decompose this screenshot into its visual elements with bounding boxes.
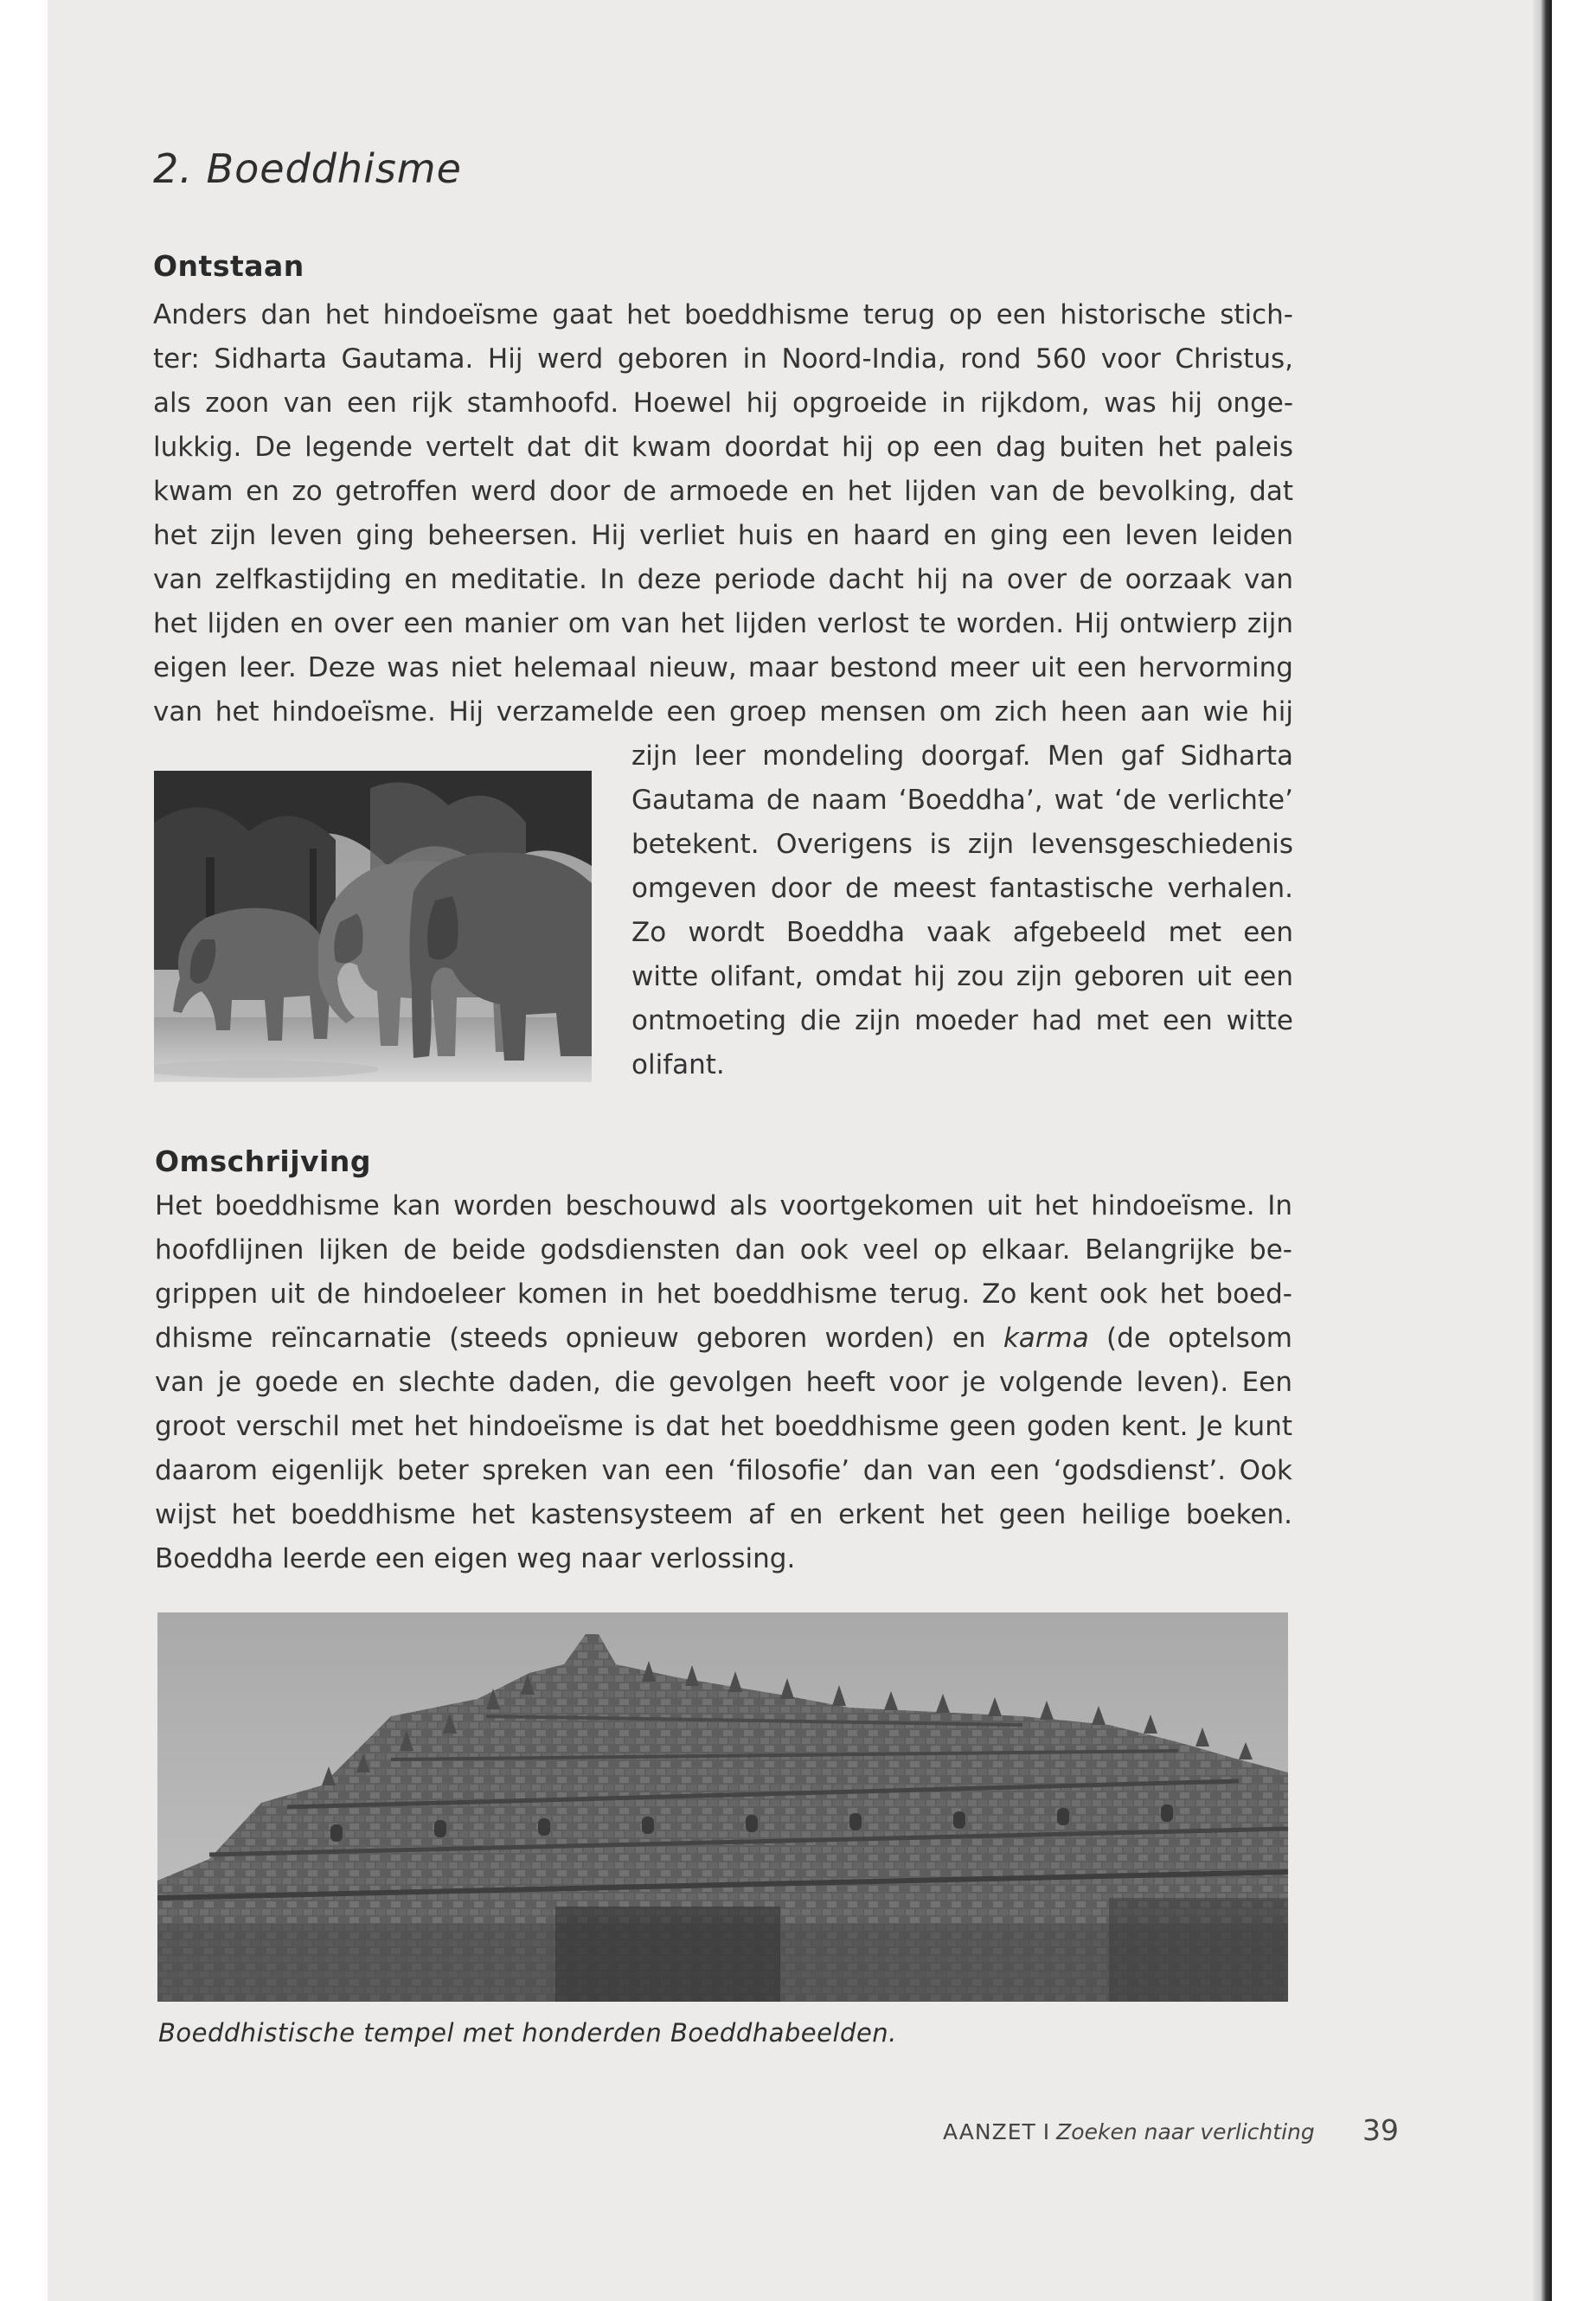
text-line: lukkig. De legende vertelt dat dit kwam doordat hij op een dag buiten het paleis bbox=[153, 432, 1293, 463]
text-line: het lijden en over een manier om van het lijden verlost te worden. Hij ontwierp zijn bbox=[153, 608, 1293, 639]
text-line: daarom eigenlijk beter spreken van een ‘filosofie’ dan van een ‘godsdienst’. Ook bbox=[155, 1455, 1292, 1486]
text-line: grippen uit de hindoeleer komen in het boeddhisme terug. Zo kent ook het boed- bbox=[155, 1279, 1292, 1310]
text-line: ter: Sidharta Gautama. Hij werd geboren in Noord-India, rond 560 voor Christus, bbox=[153, 343, 1293, 375]
text-line: hoofdlijnen lijken de beide godsdiensten dan ook veel op elkaar. Belangrijke be- bbox=[155, 1234, 1292, 1266]
temple-caption: Boeddhistische tempel met honderden Boeddhabeelden. bbox=[158, 2018, 897, 2048]
text-line: ontmoeting die zijn moeder had met een witte bbox=[631, 1005, 1293, 1036]
temple-photo bbox=[157, 1612, 1288, 2002]
text-line: betekent. Overigens is zijn levensgeschiedenis bbox=[631, 829, 1293, 860]
text-run: (de optelsom bbox=[1088, 1323, 1292, 1354]
text-line: wijst het boeddhisme het kastensysteem af en erkent het geen heilige boeken. bbox=[155, 1499, 1292, 1530]
text-line: groot verschil met het hindoeïsme is dat het boeddhisme geen goden kent. Je kunt bbox=[155, 1411, 1292, 1442]
book-title: Zoeken naar verlichting bbox=[1056, 2119, 1315, 2144]
text-line bbox=[155, 1317, 1292, 1361]
text-line: kwam en zo getroffen werd door de armoede en het lijden van de bevolking, dat bbox=[153, 476, 1293, 507]
temple-illustration bbox=[157, 1612, 1288, 2002]
series-name: AANZET bbox=[943, 2119, 1036, 2144]
text-line: Het boeddhisme kan worden beschouwd als voortgekomen uit het hindoeïsme. In bbox=[155, 1190, 1292, 1221]
text-line: zijn leer mondeling doorgaf. Men gaf Sidharta bbox=[631, 740, 1293, 772]
text-line: het zijn leven ging beheersen. Hij verliet huis en haard en ging een leven leiden bbox=[153, 520, 1293, 551]
text-line: eigen leer. Deze was niet helemaal nieuw, maar bestond meer uit een hervorming bbox=[153, 652, 1293, 683]
running-footer bbox=[943, 2119, 1401, 2154]
text-line: van het hindoeïsme. Hij verzamelde een groep mensen om zich heen aan wie hij bbox=[153, 696, 1293, 727]
ontstaan-wrapped-paragraph bbox=[631, 734, 1293, 1087]
section-heading-omschrijving: Omschrijving bbox=[155, 1144, 371, 1178]
text-line: Gautama de naam ‘Boeddha’, wat ‘de verlichte’ bbox=[631, 785, 1293, 816]
page-number: 39 bbox=[1362, 2113, 1399, 2147]
text-line: Boeddha leerde een eigen weg naar verlossing. bbox=[155, 1543, 796, 1574]
ontstaan-paragraph bbox=[153, 293, 1293, 734]
text-line: van je goede en slechte daden, die gevolgen heeft voor je volgende leven). Een bbox=[155, 1367, 1292, 1398]
text-line: Anders dan het hindoeïsme gaat het boeddhisme terug op een historische stich- bbox=[153, 299, 1293, 330]
chapter-title: 2. Boeddhisme bbox=[153, 145, 462, 192]
text-line: van zelfkastijding en meditatie. In deze periode dacht hij na over de oorzaak van bbox=[153, 564, 1293, 595]
text-line: olifant. bbox=[631, 1049, 725, 1080]
text-line: als zoon van een rijk stamhoofd. Hoewel hij opgroeide in rijkdom, was hij onge- bbox=[153, 388, 1293, 419]
text-line: Zo wordt Boeddha vaak afgebeeld met een bbox=[631, 917, 1293, 948]
section-heading-ontstaan: Ontstaan bbox=[153, 249, 304, 283]
text-line: witte olifant, omdat hij zou zijn geboren uit een bbox=[631, 961, 1293, 992]
page-edge-shadow bbox=[1533, 0, 1552, 2301]
emphasis-karma: karma bbox=[1003, 1323, 1089, 1354]
text-line: omgeven door de meest fantastische verhalen. bbox=[631, 873, 1293, 904]
scan-margin-left bbox=[0, 0, 48, 2301]
elephants-photo bbox=[154, 771, 592, 1082]
scan-margin-right bbox=[1552, 0, 1596, 2301]
omschrijving-paragraph bbox=[155, 1184, 1292, 1581]
footer-separator: I bbox=[1042, 2119, 1050, 2144]
text-run: dhisme reïncarnatie (steeds opnieuw geboren worden) en bbox=[155, 1323, 1003, 1354]
elephants-illustration bbox=[154, 771, 592, 1082]
